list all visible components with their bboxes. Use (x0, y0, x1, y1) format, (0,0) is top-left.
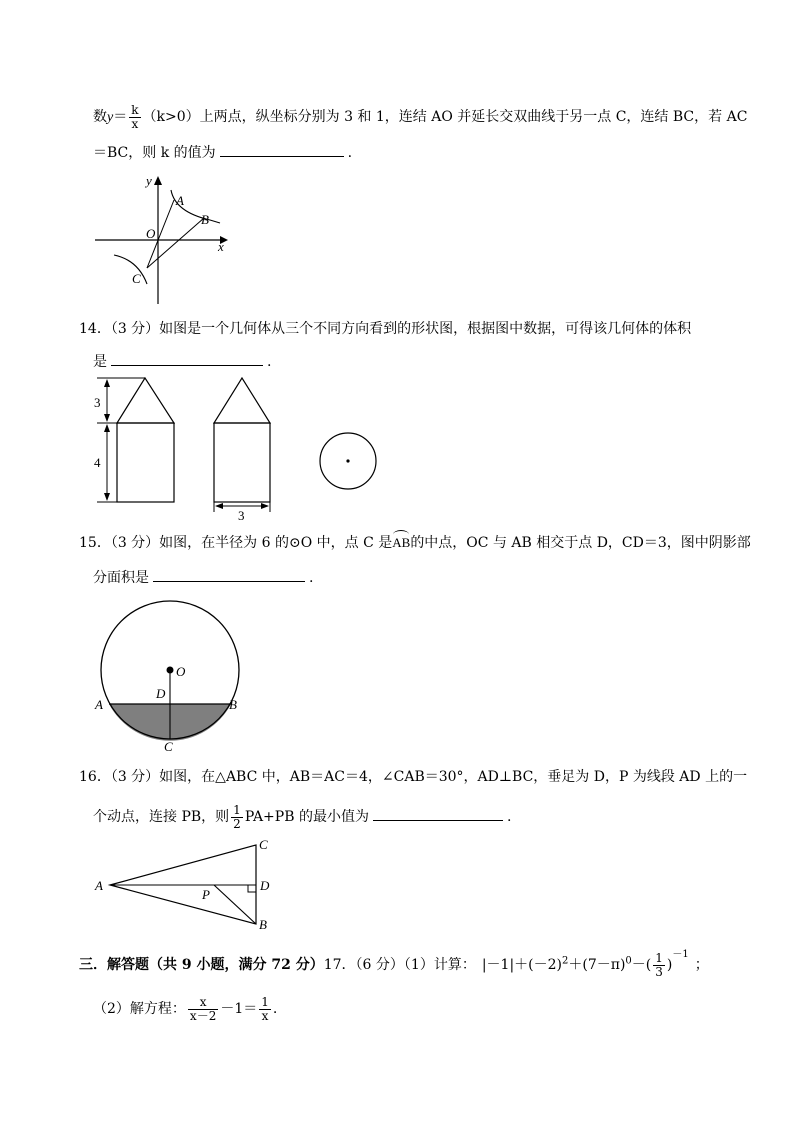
q14-line1: 14．（3 分）如图是一个几何体从三个不同方向看到的形状图，根据图中数据，可得该几何体的体积 (79, 321, 692, 337)
q15-label-O: O (176, 664, 186, 679)
q17-eq-rnum: 1 (261, 995, 269, 1009)
q15-label-B: B (229, 697, 237, 712)
q17-expr-a: |－1|＋(－2) (481, 957, 562, 974)
q15-label-C: C (164, 739, 173, 754)
q13-line2-text: ＝BC，则 k 的值为 (93, 145, 216, 161)
q17-eq-num: x (188, 996, 218, 1010)
q13-label-C: C (132, 271, 141, 286)
q17-exp-neg1: －1 (672, 949, 689, 961)
q16-line2-text: 个动点，连接 PB，则 (93, 809, 230, 826)
q15-label-D: D (156, 686, 166, 701)
q16-label-C: C (259, 837, 268, 852)
q16-label-A: A (95, 878, 103, 893)
q13-label-y: y (146, 173, 152, 188)
q13-label-A: A (176, 193, 184, 208)
q17-eq-left-fraction (188, 996, 218, 1022)
q16-line2-end: . (506, 809, 512, 826)
q13-func-eq: ＝ (113, 109, 128, 126)
q17-expr-c: －( (631, 957, 652, 974)
q13-label-O: O (146, 226, 156, 241)
q17-fraction (653, 952, 665, 978)
q17-line1 (79, 949, 709, 979)
q14-dim-3-bottom: 3 (238, 508, 245, 523)
q13-condition: （k>0）上两点，纵坐标分别为 3 和 1，连结 AO 并延长交双曲线于另一点 C，连结 BC，若 AC (142, 109, 748, 126)
q16-frac-den: 2 (233, 816, 241, 831)
q13-line2-end: . (347, 145, 353, 161)
q14-dim-4-left: 4 (94, 455, 101, 470)
q16-label-B: B (259, 917, 267, 932)
q17-eq-den: x－2 (189, 1008, 217, 1023)
q15-line2-text: 分面积是 (93, 570, 149, 586)
q14-line2-text: 是 (93, 354, 107, 370)
q15-arc-label: AB (392, 535, 411, 550)
q16-line2-mid: PA+PB 的最小值为 (244, 809, 369, 826)
q17-exp-2: 2 (562, 955, 569, 967)
q17-eq-end: . (272, 1001, 278, 1018)
q17-frac-den: 3 (655, 964, 663, 979)
q13-frac-den: x (131, 116, 139, 131)
q14-line2-end: . (267, 354, 272, 370)
q15-line1-a: 15．（3 分）如图，在半径为 6 的⊙O 中，点 C 是 (79, 535, 393, 551)
q14-dim-3-left: 3 (94, 395, 101, 410)
q17-exp-0: 0 (625, 955, 632, 967)
q17-expr-d: ) (666, 957, 673, 974)
q13-label-B: B (201, 212, 209, 227)
q17-eq-mid: －1＝ (220, 1001, 258, 1018)
q13-lead: 数 (93, 109, 107, 126)
q15-line1-b: 的中点，OC 与 AB 相交于点 D，CD＝3，图中阴影部 (410, 535, 751, 551)
q16-label-P: P (202, 887, 210, 902)
q16-frac-num: 1 (233, 803, 241, 817)
q13-frac-num: k (131, 103, 139, 117)
q15-line2-end: . (309, 570, 314, 586)
q15-label-A: A (95, 697, 103, 712)
q17-lead: 17．（6 分）（1）计算： (323, 957, 476, 974)
q16-right-angle-mark (248, 885, 256, 892)
q13-label-x: x (218, 239, 224, 254)
q17-eq-right-fraction (259, 996, 271, 1022)
q17-expr-end: ； (694, 957, 709, 974)
q17-expr-b: ＋(7－π) (568, 957, 626, 974)
q17-line2 (93, 996, 277, 1022)
section3-heading: 三．解答题（共 9 小题，满分 72 分） (79, 957, 324, 974)
q16-label-D: D (260, 878, 270, 893)
q17-part2-lead: （2）解方程： (93, 1001, 186, 1018)
q13-func-y: y (107, 110, 114, 126)
q17-frac-num: 1 (655, 951, 663, 965)
q17-eq-rden: x (261, 1008, 269, 1023)
q17-expression (481, 949, 709, 979)
q16-line1: 16．（3 分）如图，在△ABC 中，AB＝AC＝4，∠CAB＝30°，AD⊥BC，垂足为 D，P 为线段 AD 上的一 (79, 769, 748, 785)
